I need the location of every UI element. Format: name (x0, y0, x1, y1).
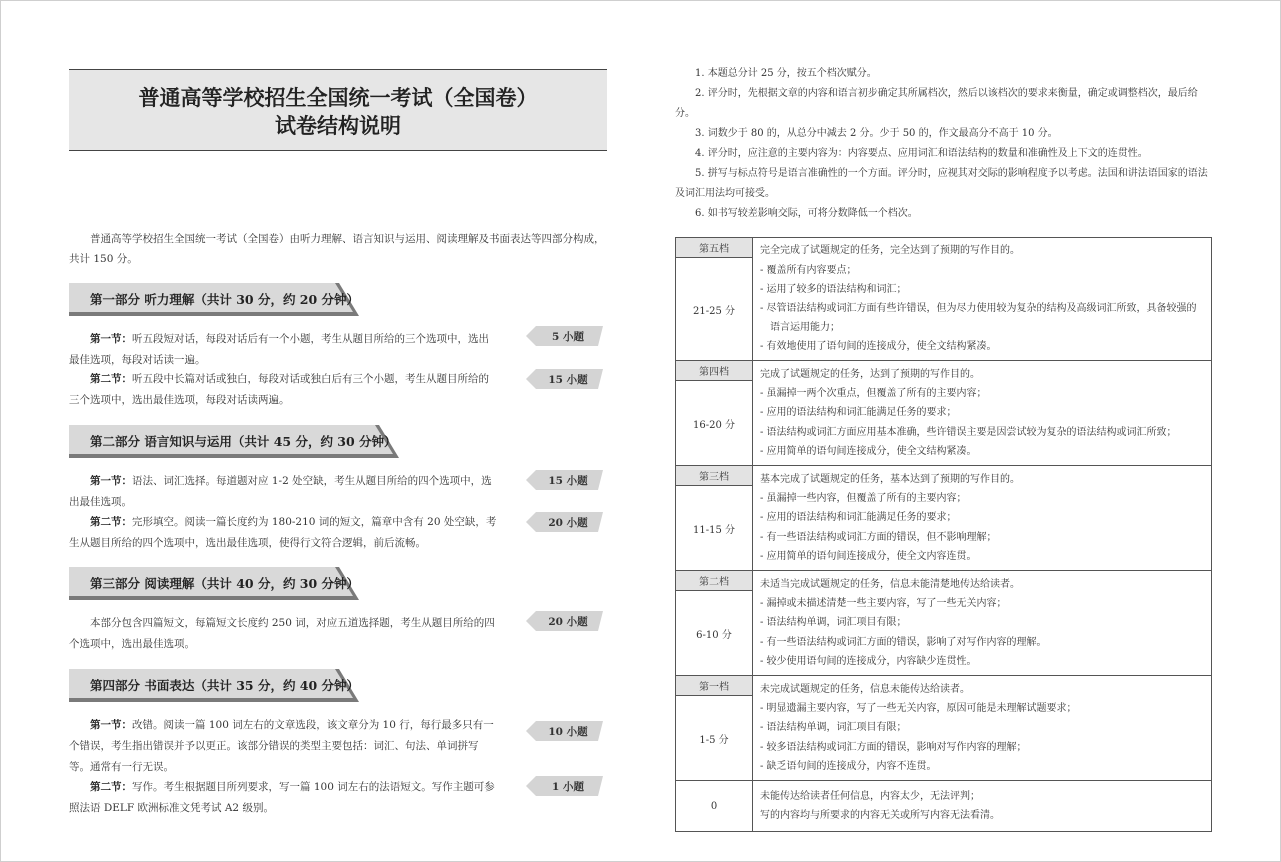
table-row (676, 361, 1212, 381)
section-label: 第一节： (90, 719, 132, 731)
tier-description (753, 466, 1212, 571)
tier-description (753, 361, 1212, 466)
description-line: 完成了试题规定的任务，达到了预期的写作目的。 (760, 368, 980, 380)
section-text: 写作。考生根据题目所列要求，写一篇 100 词左右的法语短文。写作主题可参照法语 DELF 欧洲标准文凭考试 A2 级别。 (69, 781, 495, 814)
question-count-badge (526, 721, 603, 741)
tier-label: 第三档 (676, 466, 753, 486)
rule-item: 4. 评分时，应注意的主要内容为：内容要点、应用词汇和语法结构的数量和准确性及上下文的连贯性。 (695, 148, 1148, 159)
description-line: 未适当完成试题规定的任务，信息未能清楚地传达给读者。 (760, 578, 1020, 590)
description-line: - 语法结构或词汇方面应用基本准确，些许错误主要是因尝试较为复杂的语法结构或词汇所致； (760, 426, 1177, 438)
tier-score: 6-10 分 (676, 591, 753, 676)
tier-label: 第四档 (676, 361, 753, 381)
section-label: 第二节： (90, 373, 132, 385)
section-text: 语法、词汇选择。每道题对应 1-2 处空缺，考生从题目所给的四个选项中，选出最佳选项。 (69, 475, 492, 508)
section-text: 听五段中长篇对话或独白，每段对话或独白后有三个小题，考生从题目所给的三个选项中，选出最佳选项，每段对话读两遍。 (69, 373, 489, 406)
part-heading (69, 567, 359, 600)
question-count-text: 15 小题 (548, 374, 588, 386)
description-line: - 明显遗漏主要内容，写了一些无关内容，原因可能是未理解试题要求； (760, 703, 1077, 715)
question-count-text: 20 小题 (548, 517, 588, 529)
tier-score: 1-5 分 (676, 696, 753, 781)
rule-item: 6. 如书写较差影响交际，可将分数降低一个档次。 (695, 208, 918, 219)
description-line: - 运用了较多的语法结构和词汇； (760, 283, 907, 295)
description-line: - 应用简单的语句间连接成分，使全文结构紧凑。 (760, 445, 977, 457)
rule-item: 1. 本题总分计 25 分，按五个档次赋分。 (695, 68, 877, 79)
description-line: 未能传达给读者任何信息，内容太少，无法评判； (760, 790, 980, 802)
description-line: - 覆盖所有内容要点； (760, 264, 857, 276)
section-text: 改错。阅读一篇 100 词左右的文章选段，该文章分为 10 行，每行最多只有一个错误，考生指出错误并予以更正。该部分错误的类型主要包括：词汇、句法、单词拼写等。通常有一行无误。 (69, 719, 494, 773)
description-line: - 缺乏语句间的连接成分，内容不连贯。 (760, 760, 937, 772)
table-row (676, 676, 1212, 696)
section-text: 听五段短对话，每段对话后有一个小题，考生从题目所给的三个选项中，选出最佳选项，每段对话读一遍。 (69, 333, 489, 366)
tier-score: 11-15 分 (676, 486, 753, 571)
description-line: - 虽漏掉一些内容，但覆盖了所有的主要内容； (760, 493, 967, 505)
description-line: - 应用的语法结构和词汇能满足任务的要求； (760, 512, 957, 524)
description-line: 完全完成了试题规定的任务，完全达到了预期的写作目的。 (760, 245, 1020, 257)
description-line: - 语法结构单调，词汇项目有限； (760, 722, 907, 734)
description-line: 写的内容均与所要求的内容无关或所写内容无法看清。 (760, 810, 1000, 821)
tier-description (753, 676, 1212, 781)
description-line: - 漏掉或未描述清楚一些主要内容，写了一些无关内容； (760, 598, 1007, 610)
question-count-text: 20 小题 (548, 616, 588, 628)
description-line: - 较多语法结构或词汇方面的错误，影响对写作内容的理解； (760, 741, 1027, 753)
table-row (676, 571, 1212, 591)
question-count-text: 15 小题 (548, 475, 588, 487)
tier-label: 第五档 (676, 238, 753, 258)
grading-table (675, 237, 1212, 832)
tier-description (753, 238, 1212, 361)
page-subtitle: 试卷结构说明 (275, 113, 401, 138)
tier-score: 16-20 分 (676, 381, 753, 466)
rule-item: 5. 拼写与标点符号是语言准确性的一个方面。评分时，应视其对交际的影响程度予以考虑。法国和讲法语国家的语法及词汇用法均可接受。 (675, 168, 1208, 199)
tier-description (753, 571, 1212, 676)
question-count-text: 1 小题 (552, 781, 584, 793)
description-line: 未完成试题规定的任务，信息未能传达给读者。 (760, 683, 970, 695)
part-heading (69, 425, 397, 458)
description-line: - 尽管语法结构或词汇方面有些许错误，但为尽力使用较为复杂的结构及高级词汇所致，具备较强的语言运用能力； (760, 303, 1197, 334)
description-line: - 虽漏掉一两个次重点，但覆盖了所有的主要内容； (760, 388, 987, 400)
section-text: 完形填空。阅读一篇长度约为 180-210 词的短文，篇章中含有 20 处空缺，考生从题目所给的四个选项中，选出最佳选项，使得行文符合逻辑，前后流畅。 (69, 516, 497, 549)
title-box (69, 69, 607, 151)
table-row (676, 781, 1212, 832)
description-line: - 较少使用语句间的连接成分，内容缺少连贯性。 (760, 655, 977, 667)
section-text: 本部分包含四篇短文，每篇短文长度约 250 词，对应五道选择题，考生从题目所给的四个选项中，选出最佳选项。 (69, 617, 495, 650)
tier-description (753, 781, 1212, 832)
tier-score: 21-25 分 (676, 258, 753, 361)
table-row (676, 238, 1212, 258)
section-paragraph (69, 777, 497, 819)
tier-score: 0 (676, 781, 753, 832)
description-line: - 有一些语法结构或词汇方面的错误，影响了对写作内容的理解。 (760, 636, 1047, 648)
rule-item: 2. 评分时，先根据文章的内容和语言初步确定其所属档次，然后以该档次的要求来衡量，确定或调整档次，最后给分。 (675, 88, 1198, 119)
part-heading-text: 第二部分 语言知识与运用（共计 45 分，约 30 分钟） (90, 434, 397, 449)
description-line: - 语法结构单调，词汇项目有限； (760, 617, 907, 629)
description-line: 基本完成了试题规定的任务，基本达到了预期的写作目的。 (760, 473, 1020, 485)
description-line: - 有效地使用了语句间的连接成分，使全文结构紧凑。 (760, 341, 997, 353)
section-paragraph (69, 329, 497, 371)
description-line: - 应用简单的语句间连接成分，使全文内容连贯。 (760, 550, 977, 562)
table-row (676, 466, 1212, 486)
section-paragraph (69, 613, 497, 655)
section-paragraph (69, 369, 497, 411)
description-line: - 有一些语法结构或词汇方面的错误，但不影响理解； (760, 531, 997, 543)
section-label: 第二节： (90, 781, 132, 793)
section-label: 第一节： (90, 475, 132, 487)
section-label: 第一节： (90, 333, 132, 345)
question-count-text: 5 小题 (552, 331, 584, 343)
question-count-badge (526, 611, 603, 631)
intro-paragraph: 普通高等学校招生全国统一考试（全国卷）由听力理解、语言知识与运用、阅读理解及书面表达等四部分构成，共计 150 分。 (69, 233, 605, 265)
page-title: 普通高等学校招生全国统一考试（全国卷） (138, 85, 538, 110)
section-paragraph (69, 471, 497, 513)
part-heading (69, 669, 359, 702)
description-line: - 应用的语法结构和词汇能满足任务的要求； (760, 407, 957, 419)
section-label: 第二节： (90, 516, 132, 528)
scoring-rules (675, 64, 1212, 224)
part-heading-text: 第三部分 阅读理解（共计 40 分，约 30 分钟） (90, 576, 360, 591)
question-count-badge (526, 326, 603, 346)
question-count-badge (526, 512, 603, 532)
question-count-badge (526, 470, 603, 490)
question-count-badge (526, 369, 603, 389)
question-count-text: 10 小题 (548, 726, 588, 738)
question-count-badge (526, 776, 603, 796)
tier-label: 第一档 (676, 676, 753, 696)
section-paragraph (69, 715, 497, 778)
section-paragraph (69, 512, 497, 554)
part-heading-text: 第四部分 书面表达（共计 35 分，约 40 分钟） (90, 678, 360, 693)
rule-item: 3. 词数少于 80 的，从总分中减去 2 分。少于 50 的，作文最高分不高于 10 分。 (695, 128, 1058, 139)
part-heading-text: 第一部分 听力理解（共计 30 分，约 20 分钟） (90, 292, 360, 307)
tier-label: 第二档 (676, 571, 753, 591)
part-heading (69, 283, 359, 316)
